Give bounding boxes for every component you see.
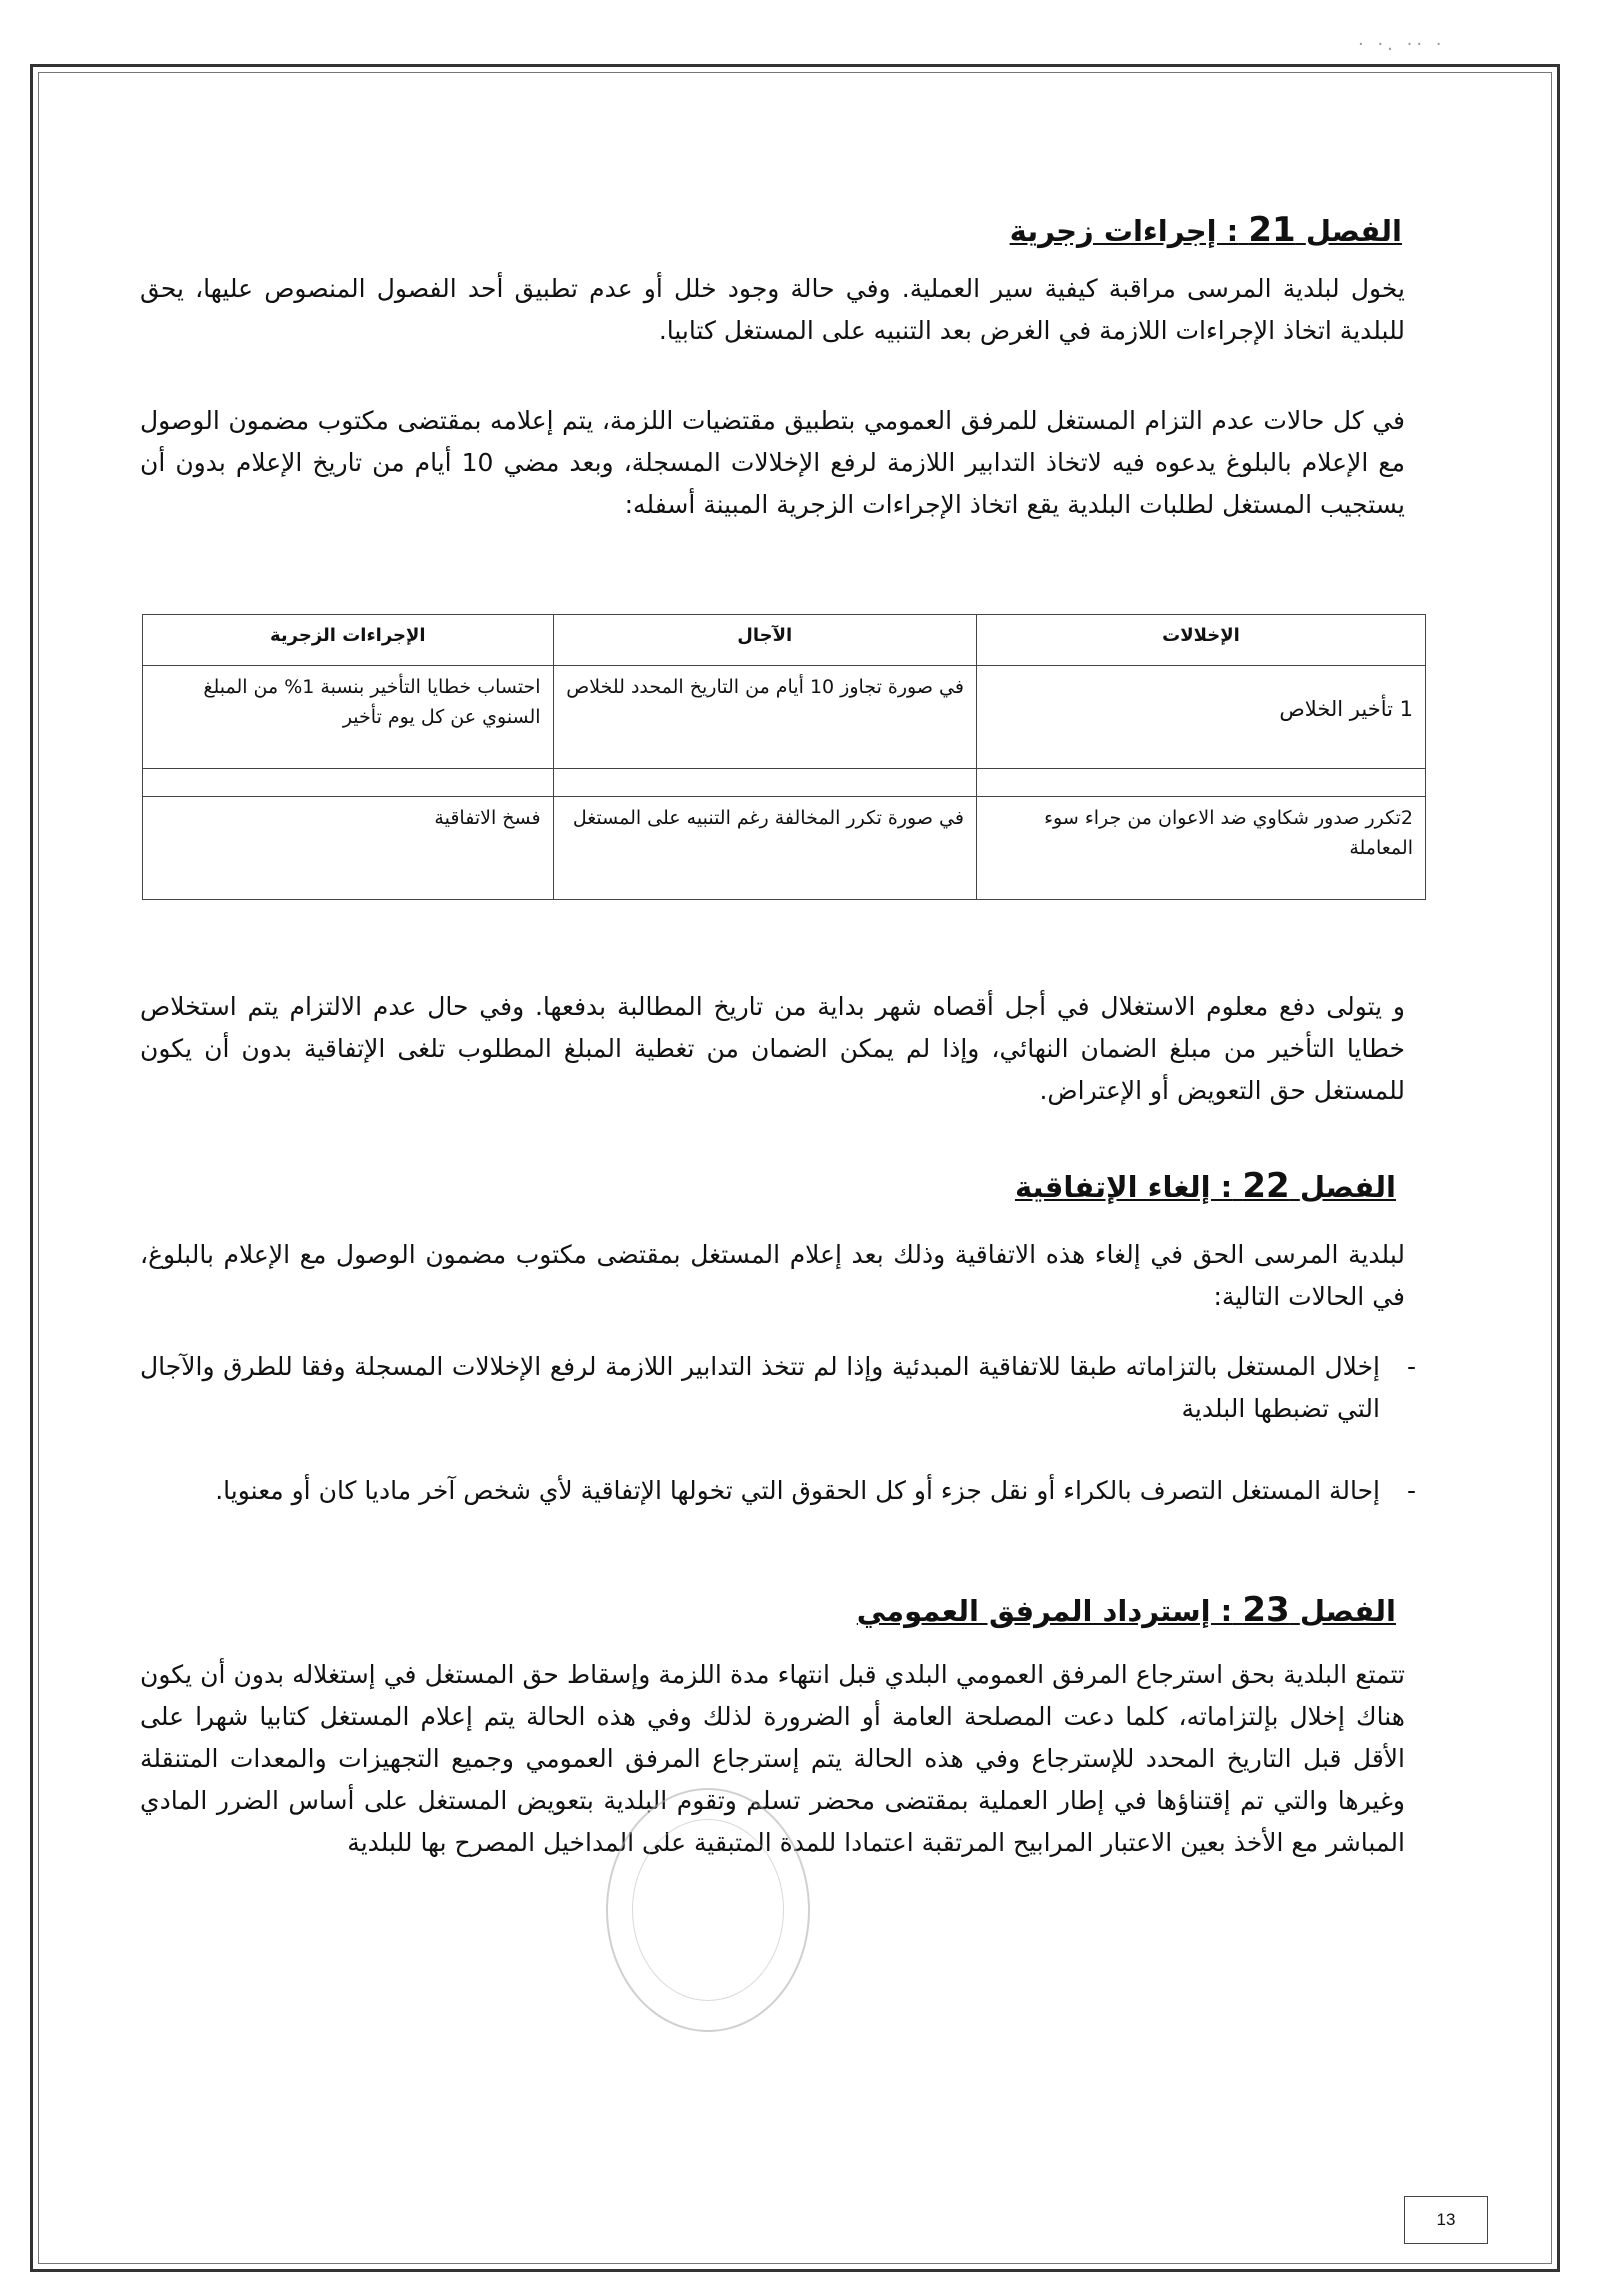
- table-cell: في صورة تجاوز 10 أيام من التاريخ المحدد للخلاص: [553, 666, 976, 769]
- heading-number: 21: [1248, 210, 1296, 250]
- section21-heading: [1010, 210, 1402, 250]
- bullet-mark: -: [1406, 1476, 1416, 1505]
- table-cell: [976, 769, 1425, 797]
- table-cell: فسخ الاتفاقية: [143, 797, 554, 900]
- table-cell: احتساب خطايا التأخير بنسبة 1% من المبلغ السنوي عن كل يوم تأخير: [143, 666, 554, 769]
- section22-intro: لبلدية المرسى الحق في إلغاء هذه الاتفاقية وذلك بعد إعلام المستغل بمقتضى مكتوب مضمون الوصول مع الإعلام بالبلوغ، في الحالات التالية:: [140, 1240, 1405, 1311]
- section22-bullet-1: [140, 1346, 1416, 1430]
- heading-number: 23: [1242, 1590, 1290, 1630]
- bullet-mark: -: [1406, 1352, 1416, 1381]
- margin-marks: · ·. ·· ·: [1358, 34, 1446, 55]
- section22-heading: [1015, 1166, 1396, 1206]
- table-cell: 1 تأخير الخلاص: [976, 666, 1425, 769]
- table-row: [143, 666, 1426, 769]
- table-header-row: [143, 615, 1426, 666]
- bullet-text: إخلال المستغل بالتزاماته طبقا للاتفاقية المبدئية وإذا لم تتخذ التدابير اللازمة لرفع الإخلالات المسجلة وفقا للطرق والآجال التي تضبطها البلدية: [140, 1352, 1380, 1423]
- stamp-inner-ring: [632, 1819, 784, 2001]
- heading-number: 22: [1242, 1166, 1290, 1206]
- official-stamp: [606, 1788, 810, 2032]
- heading-title: : إجراءات زجرية: [1009, 214, 1239, 248]
- section23-paragraph: تتمتع البلدية بحق استرجاع المرفق العمومي البلدي قبل انتهاء مدة اللزمة وإسقاط حق المستغل في إستغلاله بدون أن يكون هناك إخلال بإلتزاماته، كلما دعت المصلحة العامة أو الضرورة لذلك وفي هذه الحالة يتم إعلام المستغل كتابيا شهرا على الأقل قبل التاريخ المحدد للإسترجاع وفي هذه الحالة يتم إسترجاع المرفق العمومي وجميع التجهيزات والمعدات المتنقلة وغيرها والتي تم إقتناؤها في إطار العملية بمقتضى محضر تسلم وتقوم البلدية بتعويض المستغل على أساس الضرر المادي المباشر مع الأخذ بعين الاعتبار المرابيح المرتقبة اعتمادا للمدة المتبقية على المداخيل المصرح بها للبلدية: [140, 1660, 1405, 1857]
- table-cell: 2تكرر صدور شكاوي ضد الاعوان من جراء سوء المعاملة: [976, 797, 1425, 900]
- table-cell: [553, 769, 976, 797]
- table-cell: في صورة تكرر المخالفة رغم التنبيه على المستغل: [553, 797, 976, 900]
- heading-title: : إسترداد المرفق العمومي: [856, 1594, 1233, 1628]
- page-number: 13: [1404, 2196, 1488, 2244]
- heading-prefix: الفصل: [1305, 214, 1402, 248]
- col-header-sanctions: الإجراءات الزجرية: [143, 615, 554, 666]
- heading-title: : إلغاء الإتفاقية: [1014, 1170, 1233, 1204]
- table-row: [143, 769, 1426, 797]
- heading-prefix: الفصل: [1299, 1594, 1396, 1628]
- payment-paragraph: و يتولى دفع معلوم الاستغلال في أجل أقصاه شهر بداية من تاريخ المطالبة بدفعها. وفي حال عدم الالتزام يتم استخلاص خطايا التأخير من مبلغ الضمان النهائي، وإذا لم يمكن الضمان من تغطية المبلغ المطلوب تلغى الإتفاقية بدون أن يكون للمستغل حق التعويض أو الإعتراض.: [140, 992, 1405, 1105]
- col-header-violations: الإخلالات: [976, 615, 1425, 666]
- section21-para1: يخول لبلدية المرسى مراقبة كيفية سير العملية. وفي حالة وجود خلل أو عدم تطبيق أحد الفصول المنصوص عليها، يحق للبلدية اتخاذ الإجراءات اللازمة في الغرض بعد التنبيه على المستغل كتابيا.: [140, 274, 1405, 345]
- table-row: [143, 797, 1426, 900]
- section23-heading: [857, 1590, 1396, 1630]
- sanctions-table: [142, 614, 1426, 900]
- section22-bullet-2: [140, 1470, 1416, 1512]
- section21-para2: في كل حالات عدم التزام المستغل للمرفق العمومي بتطبيق مقتضيات اللزمة، يتم إعلامه بمقتضى مكتوب مضمون الوصول مع الإعلام بالبلوغ يدعوه فيه لاتخاذ التدابير اللازمة لرفع الإخلالات المسجلة، وبعد مضي 10 أيام من تاريخ الإعلام بدون أن يستجيب المستغل لطلبات البلدية يقع اتخاذ الإجراءات الزجرية المبينة أسفله:: [140, 406, 1405, 519]
- bullet-text: إحالة المستغل التصرف بالكراء أو نقل جزء أو كل الحقوق التي تخولها الإتفاقية لأي شخص آخر ماديا كان أو معنويا.: [215, 1476, 1380, 1505]
- heading-prefix: الفصل: [1299, 1170, 1396, 1204]
- col-header-deadlines: الآجال: [553, 615, 976, 666]
- table-cell: [143, 769, 554, 797]
